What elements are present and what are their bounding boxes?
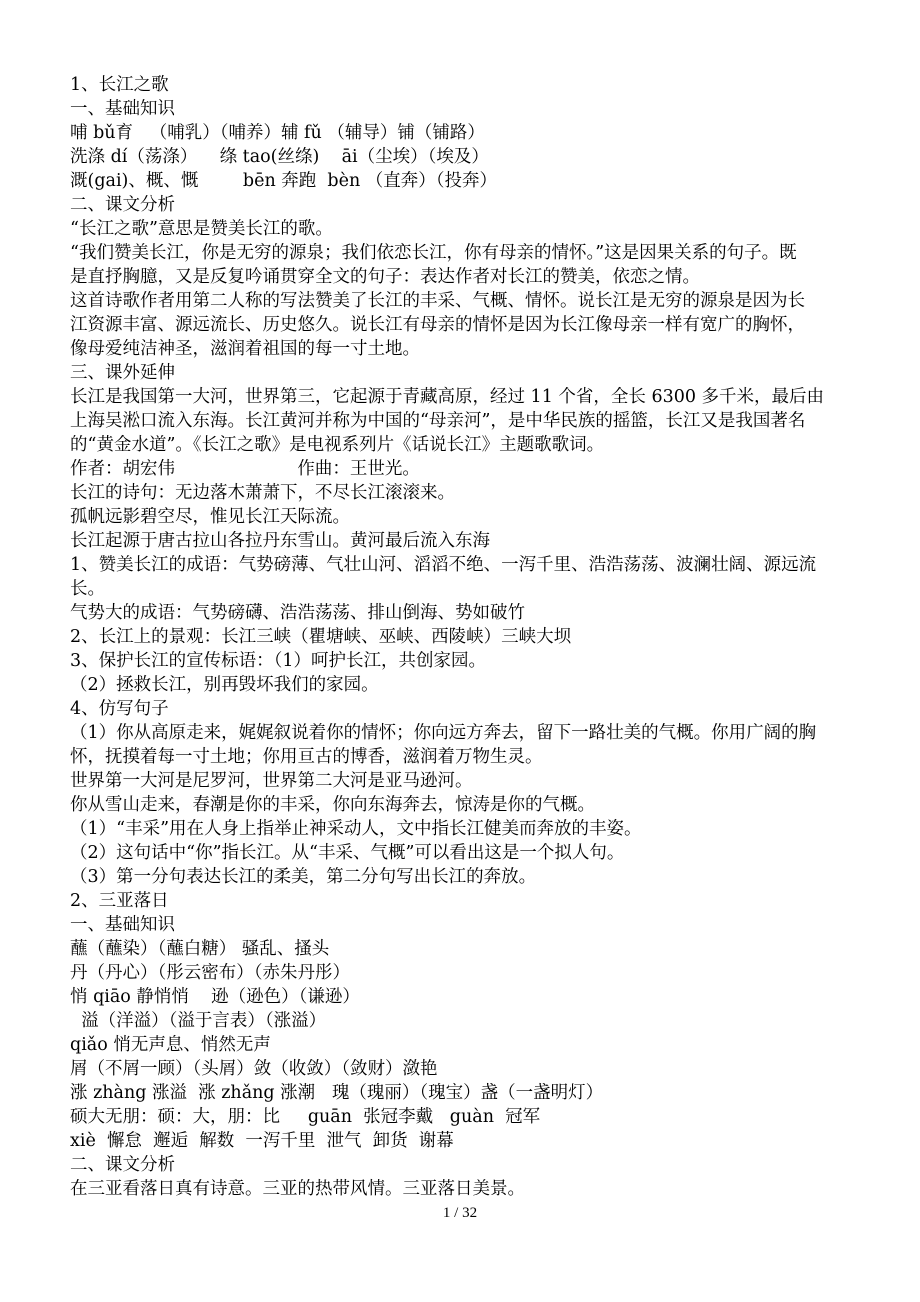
text-line: 4、仿写句子 xyxy=(70,699,169,719)
text-line: 悄 qiāo 静悄悄 逊（逊色）（谦逊） xyxy=(70,987,360,1007)
text-line: 蘸（蘸染）（蘸白糖） 骚乱、搔头 xyxy=(70,939,330,959)
page-number: 1 / 32 xyxy=(442,1205,478,1221)
text-line: 长江的诗句：无边落木萧萧下，不尽长江滚滚来。 xyxy=(70,483,455,503)
text-line: 上海吴淞口流入东海。长江黄河并称为中国的“母亲河”，是中华民族的摇篮，长江又是我国著名 xyxy=(70,411,806,431)
text-line: 怀，抚摸着每一寸土地；你用亘古的博香，滋润着万物生灵。 xyxy=(70,747,543,767)
text-line: （1）“丰采”用在人身上指举止神采动人，文中指长江健美而奔放的丰姿。 xyxy=(70,819,642,839)
text-line: （2）这句话中“你”指长江。从“丰采、气概”可以看出这是一个拟人句。 xyxy=(70,843,625,863)
text-line: 气势大的成语：气势磅礴、浩浩荡荡、排山倒海、势如破竹 xyxy=(70,603,525,623)
text-line: 孤帆远影碧空尽，惟见长江天际流。 xyxy=(70,507,350,527)
text-line: 硕大无朋：硕：大，朋：比 guān 张冠李戴 guàn 冠军 xyxy=(70,1107,541,1127)
text-line: 溢（洋溢）（溢于言表）（涨溢） xyxy=(70,1011,327,1031)
text-line: 丹（丹心）（彤云密布）（赤朱丹彤） xyxy=(70,963,350,983)
text-line: 2、长江上的景观：长江三峡（瞿塘峡、巫峡、西陵峡）三峡大坝 xyxy=(70,627,572,647)
text-line: 江资源丰富、源远流长、历史悠久。说长江有母亲的情怀是因为长江像母亲一样有宽广的胸怀， xyxy=(70,315,805,335)
text-line: “长江之歌”意思是赞美长江的歌。 xyxy=(70,219,333,239)
text-line: 屑（不屑一顾）（头屑）敛（收敛）（敛财）潋艳 xyxy=(70,1059,438,1079)
text-line: 1、赞美长江的成语：气势磅薄、气壮山河、滔滔不绝、一泻千里、浩浩荡荡、波澜壮阔、源远流 xyxy=(70,555,817,575)
text-line: （3）第一分句表达长江的柔美，第二分句写出长江的奔放。 xyxy=(70,867,537,887)
text-line: 世界第一大河是尼罗河，世界第二大河是亚马逊河。 xyxy=(70,771,473,791)
text-line: 3、保护长江的宣传标语：（1）呵护长江，共创家园。 xyxy=(70,651,487,671)
document-body xyxy=(70,73,860,1201)
text-line: 二、课文分析 xyxy=(70,1155,175,1175)
text-line: 长江起源于唐古拉山各拉丹东雪山。黄河最后流入东海 xyxy=(70,531,490,551)
text-line: 溉(gai)、概、慨 bēn 奔跑 bèn （直奔）（投奔） xyxy=(70,171,498,191)
text-line: xiè 懈怠 邂逅 解数 一泻千里 泄气 卸货 谢幕 xyxy=(70,1131,454,1151)
text-line: 三、课外延伸 xyxy=(70,363,175,383)
text-line: 哺 bǔ育 （哺乳）（哺养）辅 fǔ （辅导）铺（铺路） xyxy=(70,123,485,143)
text-line: 这首诗歌作者用第二人称的写法赞美了长江的丰采、气概、情怀。说长江是无穷的源泉是因为长 xyxy=(70,291,805,311)
text-line: （1）你从高原走来，娓娓叙说着你的情怀；你向远方奔去，留下一路壮美的气概。你用广阔的胸 xyxy=(70,723,817,743)
text-line: 在三亚看落日真有诗意。三亚的热带风情。三亚落日美景。 xyxy=(70,1179,525,1199)
text-line: 2、三亚落日 xyxy=(70,891,169,911)
text-line: 的“黄金水道”。《长江之歌》是电视系列片《话说长江》主题歌歌词。 xyxy=(70,435,605,455)
text-line: （2）拯救长江，别再毁坏我们的家园。 xyxy=(70,675,379,695)
text-line: 是直抒胸臆，又是反复吟诵贯穿全文的句子：表达作者对长江的赞美，依恋之情。 xyxy=(70,267,700,287)
text-line: 1、长江之歌 xyxy=(70,75,169,95)
text-line: qiǎo 悄无声息、悄然无声 xyxy=(70,1035,271,1055)
text-line: 一、基础知识 xyxy=(70,99,175,119)
text-line: 你从雪山走来，春潮是你的丰采，你向东海奔去，惊涛是你的气概。 xyxy=(70,795,595,815)
text-line: 洗涤 dí（荡涤） 绦 tao(丝绦) āi（尘埃）（埃及） xyxy=(70,147,489,167)
text-line: 二、课文分析 xyxy=(70,195,175,215)
text-line: 一、基础知识 xyxy=(70,915,175,935)
text-line: 长江是我国第一大河，世界第三，它起源于青藏高原，经过 11 个省，全长 6300 多千米，最后由 xyxy=(70,387,825,407)
text-line: “我们赞美长江，你是无穷的源泉；我们依恋长江，你有母亲的情怀。”这是因果关系的句子。既 xyxy=(70,243,797,263)
text-line: 长。 xyxy=(70,579,105,599)
text-line: 像母爱纯洁神圣，滋润着祖国的每一寸土地。 xyxy=(70,339,420,359)
text-line: 涨 zhàng 涨溢 涨 zhǎng 涨潮 瑰（瑰丽）（瑰宝）盏（一盏明灯） xyxy=(70,1083,604,1103)
text-line: 作者：胡宏伟 作曲：王世光。 xyxy=(70,459,420,479)
